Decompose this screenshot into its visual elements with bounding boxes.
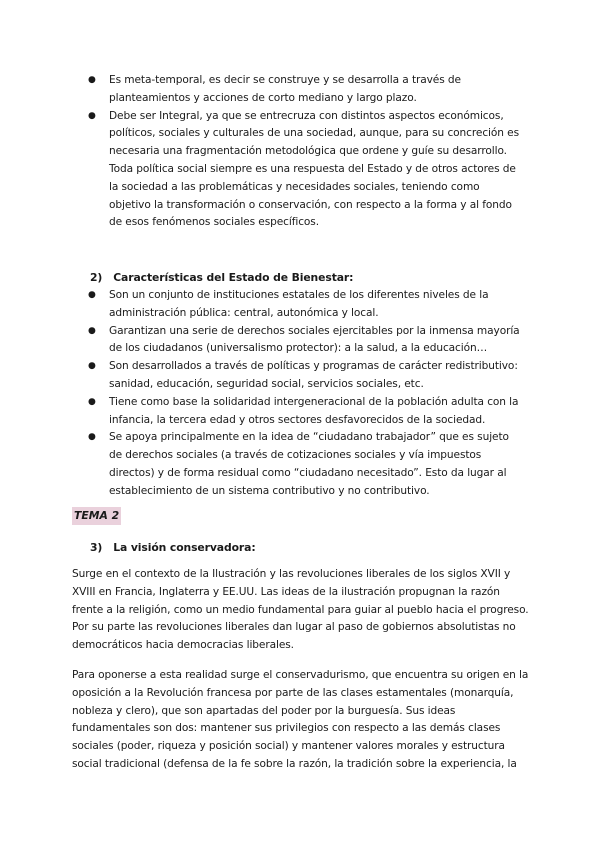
section-number: 2) <box>90 271 103 284</box>
section-3-heading <box>90 539 256 557</box>
paragraph-1: Surge en el contexto de la Ilustración y las revoluciones liberales de los siglos XVII y XVIII en Francia, Inglaterra y EE.UU. Las ideas de la ilustración propugnan la razón frente a la religión, como un medio fundamental para guiar al pueblo hacia el progreso. Por su parte las revoluciones liberales dan lugar al paso de gobiernos absolutistas no democráticos hacia democracias liberales. <box>72 568 529 652</box>
bullet-list-top <box>88 72 524 232</box>
list-item: ● Garantizan una serie de derechos sociales ejercitables por la inmensa mayoría de los ciudadanos (universalismo protector): a la salud, a la educación… <box>88 324 520 355</box>
section-title: La visión conservadora: <box>113 541 256 554</box>
list-item: ● Son un conjunto de instituciones estatales de los diferentes niveles de la administración pública: central, autonómica y local. <box>88 289 489 319</box>
bullet-icon: ● <box>88 325 96 336</box>
tema-label: TEMA 2 <box>72 507 121 525</box>
bullet-icon: ● <box>88 290 96 300</box>
section-2-heading <box>90 269 353 287</box>
list-item: ● Son desarrollados a través de políticas y programas de carácter redistributivo: sanidad, educación, seguridad social, servicios sociales, etc. <box>88 360 518 390</box>
bullet-icon: ● <box>88 361 96 372</box>
list-item: ● Se apoya principalmente en la idea de “ciudadano trabajador” que es sujeto de derechos sociales (a través de cotizaciones sociales y vía impuestos directos) y de forma residual como “ciudadano necesitado”. Esto da lugar al establecimiento de un sistema contributivo y no contributivo. <box>88 431 509 497</box>
section-number: 3) <box>90 541 103 554</box>
section-title: Características del Estado de Bienestar: <box>113 271 354 284</box>
paragraph-2: Para oponerse a esta realidad surge el conservadurismo, que encuentra su origen en la oposición a la Revolución francesa por parte de las clases estamentales (monarquía, nobleza y clero), que son apartadas del poder por la burguesía. Sus ideas fundamentales son dos: mantener sus privilegios con respecto a las demás clases sociales (poder, riqueza y posición social) y mantener valores morales y estructura social tradicional (defensa de la fe sobre la razón, la tradición sobre la experiencia, la <box>72 669 529 770</box>
list-item: ● Es meta-temporal, es decir se construye y se desarrolla a través de planteamientos y acciones de corto mediano y largo plazo. <box>88 74 461 104</box>
bullet-icon: ● <box>88 432 96 443</box>
bullet-icon: ● <box>88 396 96 407</box>
list-item: ● Tiene como base la solidaridad intergeneracional de la población adulta con la infancia, la tercera edad y otros sectores desfavorecidos de la sociedad. <box>88 395 519 426</box>
bullet-icon: ● <box>88 75 96 85</box>
bullet-list-section-2 <box>88 287 524 501</box>
list-item: ● Debe ser Integral, ya que se entrecruza con distintos aspectos económicos, políticos, sociales y culturales de una sociedad, aunque, para su concreción es necesaria una fragmentación metodológica que ordene y guíe su desarrollo. Toda política social siempre es una respuesta del Estado y de otros actores de la sociedad a las problemáticas y necesidades sociales, teniendo como objetivo la transformación o conservación, con respecto a la forma y al fondo de esos fenómenos sociales específicos. <box>88 109 519 229</box>
bullet-icon: ● <box>88 110 96 121</box>
